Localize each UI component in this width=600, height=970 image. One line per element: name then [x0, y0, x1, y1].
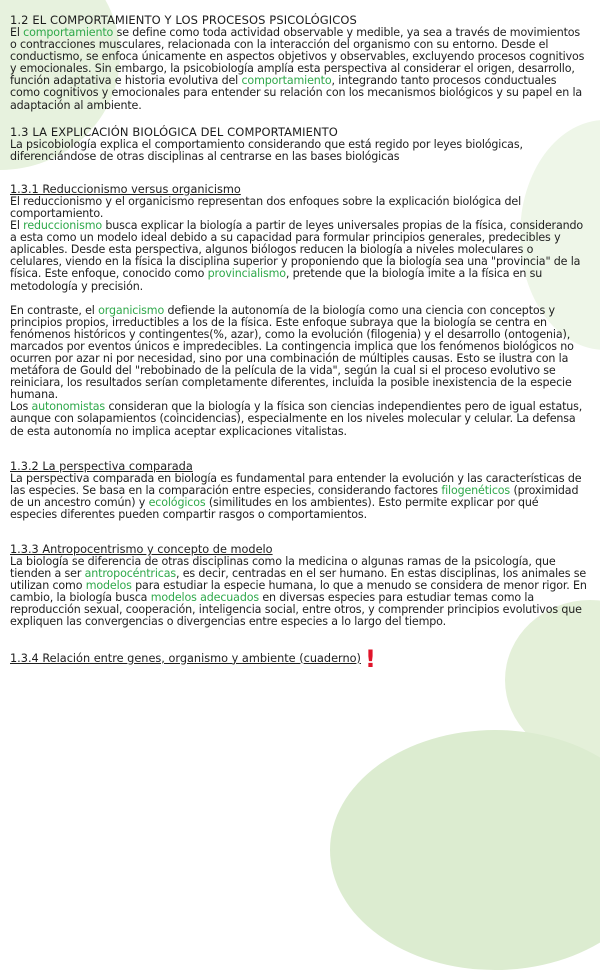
highlight-term: modelos adecuados [150, 591, 259, 605]
highlight-term: antropocéntricas [84, 567, 176, 581]
highlight-term: organicismo [98, 303, 165, 317]
subsection-title-1-3-2: 1.3.2 La perspectiva comparada [10, 459, 193, 473]
highlight-term: modelos [85, 579, 132, 593]
notes-page [10, 13, 588, 673]
section-title-1-3: 1.3 LA EXPLICACIÓN BIOLÓGICA DEL COMPORTAMIENTO [10, 124, 338, 139]
paragraph-autonomistas: Los autonomistas consideran que la biología y la física son ciencias independientes pero de igual estatus, aunque con solapamientos (coincidencias), especialmente en los niveles molecular y celular. La defensa de esta autonomía no implica aceptar explicaciones vitalistas. [10, 400, 583, 438]
highlight-term: autonomistas [31, 400, 106, 414]
highlight-term: comportamiento [23, 26, 114, 39]
paragraph-explicacion: La psicobiología explica el comportamiento considerando que está regido por leyes biológicas, diferenciándose de otras disciplinas al centrarse en las bases biológicas [10, 137, 523, 163]
highlight-term: provincialismo [207, 267, 286, 281]
section-title-1-2: 1.2 EL COMPORTAMIENTO Y LOS PROCESOS PSICOLÓGICOS [10, 13, 357, 27]
paragraph-organicismo: En contraste, el organicismo defiende la autonomía de la biología como una ciencia con conceptos y principios propios, irreductibles a los de la física. Este enfoque subraya que la biología se centra en fenómenos históricos y contingentes(%, azar), como la evolución (filogenia) y el desarrollo (ontogenia), marcados por eventos únicos e impredecibles. La contingencia implica que los fenómenos biológicos no ocurren por azar ni por necesidad, sino por una combinación de múltiples causas. Esto se ilustra con la metáfora de Gould del "rebobinado de la película de la vida", según la cual si el proceso evolutivo se reiniciara, los resultados serían completamente diferentes, incluida la posible inexistencia de la especie humana. [10, 303, 574, 402]
paragraph-perspectiva-comparada: La perspectiva comparada en biología es fundamental para entender la evolución y las características de las especies. Se basa en la comparación entre especies, considerando factores filogenéticos (proximidad de un ancestro común) y ecológicos (similitudes en los ambientes). Esto permite explicar por qué especies diferentes pueden compartir rasgos o comportamientos. [10, 471, 582, 521]
exclamation-alert-icon: ! [364, 644, 376, 673]
paragraph-reduccionismo: El reduccionismo busca explicar la biología a partir de leyes universales propias de la física, considerando a esta como un modelo ideal debido a su capacidad para formular principios generales, predecibles y aplicables. Desde esta perspectiva, algunos biólogos reducen la biología a niveles moleculares o celulares, viendo en la física la disciplina superior y proponiendo que la biología sea una "provincia" de la física. Este enfoque, conocido como provincialismo, pretende que la biología imite a la física en su metodología y precisión. [10, 219, 583, 293]
paragraph-comportamiento: El comportamiento se define como toda actividad observable y medible, ya sea a través de movimientos o contracciones musculares, relacionada con la interacción del organismo con su entorno. Desde el conductismo, se enfoca únicamente en aspectos objetivos y observables, excluyendo procesos cognitivos y emocionales. Sin embargo, la psicobiología amplía esta perspectiva al considerar el origen, desarrollo, función adaptativa e historia evolutiva del comportamiento, integrando tanto procesos conductuales como cognitivos y emocionales para entender su relación con los mecanismos biológicos y su papel en la adaptación al ambiente. [10, 26, 585, 112]
subsection-title-1-3-3: 1.3.3 Antropocentrismo y concepto de modelo [10, 543, 273, 556]
paragraph-antropocentrismo: La biología se diferencia de otras disciplinas como la medicina o algunas ramas de la psicología, que tienden a ser antropocéntricas, es decir, centradas en el ser humano. En estas disciplinas, los animales se utilizan como modelos para estudiar la especie humana, lo que a menudo se considera de menor rigor. En cambio, la biología busca modelos adecuados en diversas especies para estudiar temas como la reproducción sexual, cooperación, inteligencia social, entre otros, y comprender principios evolutivos que expliquen las convergencias o divergencias entre especies a lo largo del tiempo. [10, 555, 587, 629]
highlight-term: comportamiento [241, 74, 332, 88]
highlight-term: reduccionismo [23, 219, 102, 233]
highlight-term: ecológicos [148, 495, 206, 509]
highlight-term: filogenéticos [441, 483, 511, 497]
subsection-title-1-3-4: 1.3.4 Relación entre genes, organismo y ambiente (cuaderno) ! [10, 644, 376, 673]
decorative-blob-bottom [330, 730, 600, 970]
subsection-title-1-3-1: 1.3.1 Reduccionismo versus organicismo [10, 182, 241, 196]
paragraph-intro-reduccionismo: El reduccionismo y el organicismo representan dos enfoques sobre la explicación biológica del comportamiento. [10, 194, 522, 220]
